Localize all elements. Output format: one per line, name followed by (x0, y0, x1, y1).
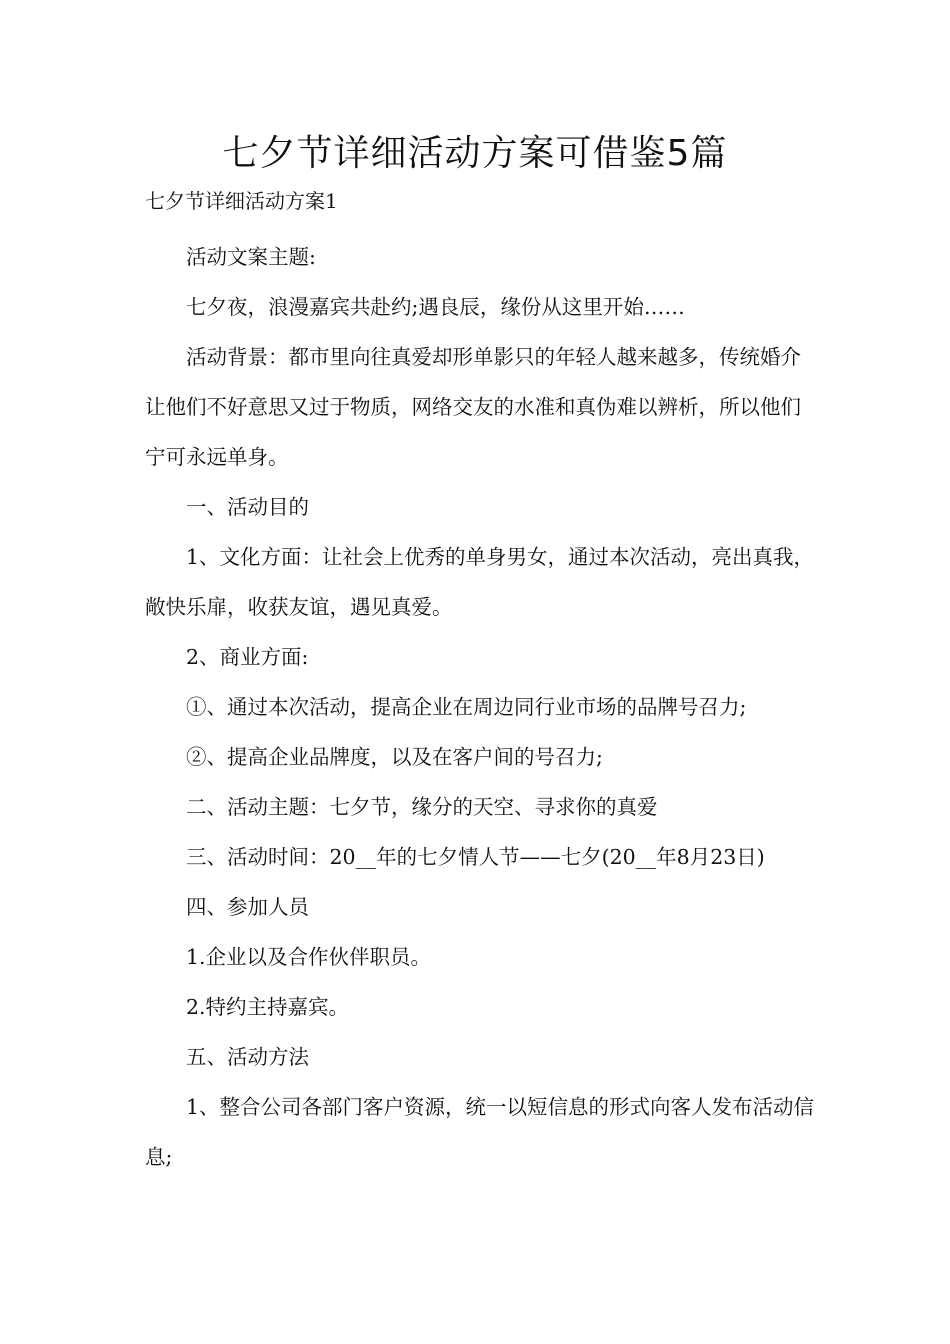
paragraph-section-4-heading: 四、参加人员 (186, 895, 309, 919)
paragraph-participants-1: 1.企业以及合作伙伴职员。 (186, 945, 432, 969)
document-title: 七夕节详细活动方案可借鉴5篇 (222, 133, 728, 174)
paragraph-background: 活动背景：都市里向往真爱却形单影只的年轻人越来越多，传统婚介让他们不好意思又过于物质，网络交友的水准和真伪难以辨析，所以他们宁可永远单身。 (145, 345, 801, 469)
paragraph-business-heading: 2、商业方面: (186, 645, 309, 669)
paragraph-culture: 1、文化方面：让社会上优秀的单身男女，通过本次活动，亮出真我，敞快乐扉，收获友谊，遇见真爱。 (145, 545, 815, 619)
paragraph-theme-text: 七夕夜，浪漫嘉宾共赴约;遇良辰，缘份从这里开始…… (186, 295, 685, 319)
paragraph-business-item-1: ①、通过本次活动，提高企业在周边同行业市场的品牌号召力; (186, 695, 747, 719)
paragraph-method-1: 1、整合公司各部门客户资源，统一以短信息的形式向客人发布活动信息; (145, 1095, 815, 1169)
document-body (145, 232, 820, 1182)
paragraph-section-5-heading: 五、活动方法 (186, 1045, 309, 1069)
paragraph-participants-2: 2.特约主持嘉宾。 (186, 995, 350, 1019)
document-subtitle: 七夕节详细活动方案1 (145, 189, 338, 213)
paragraph-business-item-2: ②、提高企业品牌度，以及在客户间的号召力; (186, 745, 603, 769)
paragraph-theme-heading: 活动文案主题: (186, 245, 316, 269)
paragraph-section-3: 三、活动时间：20__年的七夕情人节——七夕(20__年8月23日) (186, 845, 765, 869)
paragraph-section-2: 二、活动主题：七夕节，缘分的天空、寻求你的真爱 (186, 795, 658, 819)
paragraph-section-1-heading: 一、活动目的 (186, 495, 309, 519)
